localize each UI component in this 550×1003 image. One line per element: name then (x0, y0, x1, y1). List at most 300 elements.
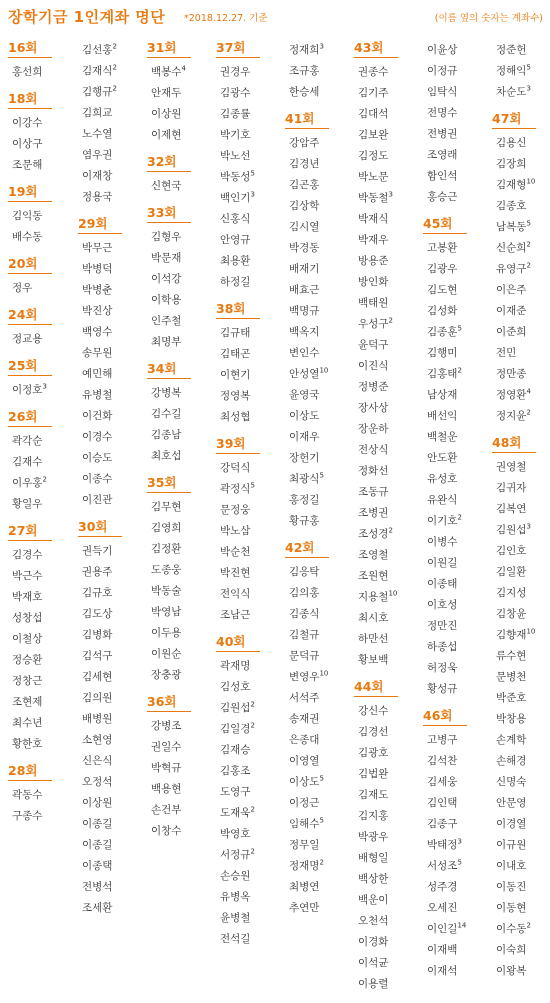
member-name: 김형우 (151, 231, 182, 243)
member-name: 방인화 (358, 276, 389, 288)
class-group (285, 540, 349, 919)
member-name: 김정도 (358, 150, 389, 162)
member-name: 장헌기 (289, 452, 320, 464)
member-name: 정지윤$^2$ (496, 408, 531, 422)
account-count: 2 (388, 526, 393, 535)
account-count: 2 (457, 513, 462, 522)
member-name: 장사상 (358, 402, 389, 414)
member-name: 곽재명 (220, 660, 251, 672)
member-name: 김종률 (220, 108, 251, 120)
member-name: 이진관 (82, 494, 113, 506)
member-name: 손승원 (220, 870, 251, 882)
account-count: 2 (112, 63, 117, 72)
member-name: 이병수 (427, 536, 458, 548)
member-name: 김창윤 (496, 608, 527, 620)
member-name: 황일우 (12, 498, 43, 510)
member-name: 김재형$^{10}$ (496, 177, 536, 191)
member-name: 이정규 (427, 65, 458, 77)
class-group (78, 519, 142, 919)
member-name: 이종태 (427, 578, 458, 590)
member-name: 조현제 (12, 696, 43, 708)
member-name: 이동현 (496, 902, 527, 914)
class-group (8, 91, 72, 176)
member-name: 김석구 (82, 650, 113, 662)
member-name: 서석주 (289, 692, 320, 704)
class-group (147, 154, 211, 197)
account-count: 2 (526, 240, 531, 249)
member-name: 최광식$^5$ (289, 471, 324, 485)
member-name: 최시호 (358, 612, 389, 624)
member-name: 이학용 (151, 294, 182, 306)
member-name: 황보백 (358, 654, 389, 666)
name-column (78, 40, 142, 927)
account-count: 3 (319, 42, 324, 51)
member-name: 박태정$^3$ (427, 837, 462, 851)
member-name: 서성조$^5$ (427, 858, 462, 872)
member-name: 정창근 (12, 675, 43, 687)
class-group (216, 634, 280, 950)
name-column (423, 40, 487, 990)
member-name: 박영남 (151, 606, 182, 618)
member-name: 강덕식 (220, 462, 251, 474)
class-year-heading: 25회 (8, 358, 52, 376)
account-count: 2 (388, 316, 393, 325)
member-name: 하정길 (220, 276, 251, 288)
member-name: 이내호 (496, 860, 527, 872)
class-year-heading: 36회 (147, 694, 191, 712)
member-name: 김무현 (151, 501, 182, 513)
class-group (492, 435, 550, 982)
class-year-heading: 28회 (8, 763, 52, 781)
member-name: 백운이 (358, 894, 389, 906)
class-group (423, 708, 487, 982)
member-name: 김의원 (82, 692, 113, 704)
member-name: 권종수 (358, 66, 389, 78)
member-name: 백봉수$^4$ (151, 64, 186, 78)
account-count: 2 (250, 847, 255, 856)
member-name: 서정규$^2$ (220, 847, 255, 861)
member-name: 조동규 (358, 486, 389, 498)
member-name: 조영철 (358, 549, 389, 561)
member-name: 방용준 (358, 255, 389, 267)
account-count: 10 (526, 177, 536, 186)
class-group (8, 307, 72, 350)
member-name: 이강수 (12, 117, 43, 129)
member-name: 조성경$^2$ (358, 526, 393, 540)
member-name: 박노삼 (220, 525, 251, 537)
member-name: 임해수$^5$ (289, 816, 324, 830)
member-name: 김행규$^2$ (82, 84, 117, 98)
member-name: 류수현 (496, 650, 527, 662)
member-name: 김석찬 (427, 755, 458, 767)
member-name: 도영구 (220, 786, 251, 798)
member-name: 김광호 (358, 747, 389, 759)
member-name: 오천석 (358, 915, 389, 927)
member-name: 하종섭 (427, 641, 458, 653)
member-name: 노수열 (82, 128, 113, 140)
member-name: 권용주 (82, 566, 113, 578)
class-group (78, 216, 142, 511)
class-year-heading: 37회 (216, 40, 260, 58)
member-name: 정승환 (12, 654, 43, 666)
member-name: 김용신 (496, 137, 527, 149)
member-name: 오세진 (427, 902, 458, 914)
member-name: 김종남 (151, 429, 182, 441)
member-name: 박준호 (496, 692, 527, 704)
member-name: 곽동수 (12, 789, 43, 801)
class-year-heading: 45회 (423, 216, 467, 234)
member-name: 김지성 (496, 587, 527, 599)
class-year-heading: 48회 (492, 435, 536, 453)
class-group (147, 475, 211, 686)
member-name: 송무원 (82, 347, 113, 359)
class-group (216, 40, 280, 293)
member-name: 이기호$^2$ (427, 513, 462, 527)
member-name: 이동진 (496, 881, 527, 893)
member-name: 박재호 (12, 591, 43, 603)
member-name: 이상원 (82, 797, 113, 809)
member-name: 이석강 (151, 273, 182, 285)
class-group (285, 111, 349, 532)
member-name: 고병구 (427, 734, 458, 746)
name-column (216, 40, 280, 958)
account-count: 5 (457, 858, 462, 867)
member-name: 남상재 (427, 389, 458, 401)
member-name: 백용현 (151, 783, 182, 795)
member-name: 조원현 (358, 570, 389, 582)
member-name: 윤영국 (289, 389, 320, 401)
member-name: 이정호$^3$ (12, 382, 47, 396)
member-name: 강암주 (289, 137, 320, 149)
member-name: 김일환 (496, 566, 527, 578)
member-name: 김세웅 (427, 776, 458, 788)
account-count: 2 (457, 366, 462, 375)
member-name: 백옥지 (289, 326, 320, 338)
class-year-heading: 42회 (285, 540, 329, 558)
member-name: 구종수 (12, 810, 43, 822)
member-name: 전명수 (427, 107, 458, 119)
member-name: 안문영 (496, 797, 527, 809)
member-name: 이수동$^2$ (496, 921, 531, 935)
member-name: 염우권 (82, 149, 113, 161)
class-year-heading: 24회 (8, 307, 52, 325)
member-name: 김종구 (427, 818, 458, 830)
member-name: 손건부 (151, 804, 182, 816)
member-name: 박진상 (82, 305, 113, 317)
member-name: 조병권 (358, 507, 389, 519)
class-group (216, 436, 280, 626)
member-name: 정화선 (358, 465, 389, 477)
class-group (78, 40, 142, 208)
member-name: 이종길 (82, 839, 113, 851)
class-group (492, 40, 550, 103)
member-name: 정만진 (427, 620, 458, 632)
class-group (354, 40, 418, 671)
member-name: 이원순 (151, 648, 182, 660)
member-name: 강병조 (151, 720, 182, 732)
member-name: 김일경$^2$ (220, 721, 255, 735)
class-group (8, 409, 72, 515)
member-name: 이상원 (151, 108, 182, 120)
member-name: 김대석 (358, 108, 389, 120)
member-name: 김홍태$^2$ (427, 366, 462, 380)
member-name: 남복동$^5$ (496, 219, 531, 233)
account-count: 2 (42, 475, 47, 484)
member-name: 전민 (496, 347, 517, 359)
member-name: 전병권 (427, 128, 458, 140)
member-name: 이숙희 (496, 944, 527, 956)
member-name: 손해경 (496, 755, 527, 767)
account-count: 2 (319, 858, 324, 867)
member-name: 최수년 (12, 717, 43, 729)
member-name: 강신수 (358, 705, 389, 717)
member-name: 김시열 (289, 221, 320, 233)
member-name: 조영래 (427, 149, 458, 161)
member-name: 백태원 (358, 297, 389, 309)
member-name: 윤병철 (220, 912, 251, 924)
account-count: 10 (319, 669, 329, 678)
member-name: 김상학 (289, 200, 320, 212)
account-count: 5 (250, 169, 255, 178)
member-name: 조문해 (12, 159, 43, 171)
member-name: 김철규 (289, 629, 320, 641)
member-name: 이창수 (151, 825, 182, 837)
account-count: 3 (388, 190, 393, 199)
account-count: 5 (319, 816, 324, 825)
account-count: 4 (526, 387, 531, 396)
account-count: 2 (250, 805, 255, 814)
member-name: 이원길 (427, 557, 458, 569)
name-column (147, 40, 211, 850)
member-name: 신순희$^2$ (496, 240, 531, 254)
account-count: 10 (526, 627, 536, 636)
member-name: 정병준 (358, 381, 389, 393)
member-name: 문덕규 (289, 650, 320, 662)
member-name: 이재준 (496, 305, 527, 317)
member-name: 박무근 (82, 242, 113, 254)
member-name: 정교용 (12, 333, 43, 345)
member-name: 권일수 (151, 741, 182, 753)
member-name: 배형일 (358, 852, 389, 864)
member-name: 이종수 (82, 473, 113, 485)
member-name: 박경동 (289, 242, 320, 254)
member-name: 김경수 (12, 549, 43, 561)
member-name: 이현기 (220, 369, 251, 381)
member-name: 이상도 (289, 410, 320, 422)
member-name: 박병춘 (82, 284, 113, 296)
member-name: 정영환$^4$ (496, 387, 531, 401)
member-name: 이상구 (12, 138, 43, 150)
account-count: 2 (112, 42, 117, 51)
member-name: 이건화 (82, 410, 113, 422)
member-name: 이상도$^5$ (289, 774, 324, 788)
member-name: 김종호 (496, 200, 527, 212)
member-name: 김수길 (151, 408, 182, 420)
member-name: 김지홍 (358, 810, 389, 822)
name-column (354, 40, 418, 1003)
name-column (492, 40, 550, 990)
class-group (285, 40, 349, 103)
member-name: 이정근 (289, 797, 320, 809)
member-name: 김인택 (427, 797, 458, 809)
class-group (492, 111, 550, 427)
account-count: 2 (526, 921, 531, 930)
member-name: 이재우 (289, 431, 320, 443)
class-year-heading: 20회 (8, 256, 52, 274)
member-name: 김응탁 (289, 566, 320, 578)
member-name: 권경우 (220, 66, 251, 78)
member-name: 김도현 (427, 284, 458, 296)
class-group (216, 301, 280, 428)
class-year-heading: 33회 (147, 205, 191, 223)
member-name: 박창용 (496, 713, 527, 725)
member-name: 전익식 (220, 588, 251, 600)
member-name: 이준희 (496, 326, 527, 338)
member-name: 김성호 (220, 681, 251, 693)
account-count: 2 (526, 261, 531, 270)
member-name: 김법완 (358, 768, 389, 780)
class-group (8, 358, 72, 401)
member-name: 함인석 (427, 170, 458, 182)
member-name: 김희교 (82, 107, 113, 119)
account-count: 5 (250, 481, 255, 490)
member-name: 이윤상 (427, 44, 458, 56)
member-name: 박병덕 (82, 263, 113, 275)
member-name: 하만선 (358, 633, 389, 645)
class-group (147, 40, 211, 146)
member-name: 김곤홍 (289, 179, 320, 191)
member-name: 전석길 (220, 933, 251, 945)
class-year-heading: 18회 (8, 91, 52, 109)
member-name: 백철운 (427, 431, 458, 443)
member-name: 최성협 (220, 411, 251, 423)
member-name: 최호섭 (151, 450, 182, 462)
class-year-heading: 29회 (78, 216, 122, 234)
page-header (8, 6, 543, 26)
member-name: 장운하 (358, 423, 389, 435)
member-name: 오정석 (82, 776, 113, 788)
member-name: 곽각순 (12, 435, 43, 447)
member-name: 김성화 (427, 305, 458, 317)
member-name: 도종웅 (151, 564, 182, 576)
class-year-heading: 40회 (216, 634, 260, 652)
page-title: 장학기금 1인계좌 명단 (8, 8, 166, 26)
member-name: 황규홍 (289, 515, 320, 527)
member-name: 이재창 (82, 170, 113, 182)
account-count: 5 (319, 774, 324, 783)
member-name: 김종식 (289, 608, 320, 620)
member-name: 박재우 (358, 234, 389, 246)
name-column (285, 40, 349, 927)
member-name: 김경선 (358, 726, 389, 738)
date-note: *2018.12.27. 기준 (184, 13, 268, 24)
account-count: 4 (181, 64, 186, 73)
member-name: 박혁규 (151, 762, 182, 774)
class-group (147, 361, 211, 467)
class-year-heading: 31회 (147, 40, 191, 58)
member-name: 정재명$^2$ (289, 858, 324, 872)
member-name: 박동성$^5$ (220, 169, 255, 183)
member-name: 안도환 (427, 452, 458, 464)
member-name: 김인호 (496, 545, 527, 557)
member-name: 김정환 (151, 543, 182, 555)
account-count: 14 (457, 921, 467, 930)
member-name: 박광우 (358, 831, 389, 843)
member-name: 이석균 (358, 957, 389, 969)
member-name: 김장희 (496, 158, 527, 170)
member-name: 이종택 (82, 860, 113, 872)
class-year-heading: 27회 (8, 523, 52, 541)
member-name: 지용철$^{10}$ (358, 589, 398, 603)
member-name: 이규원 (496, 839, 527, 851)
member-name: 이재백 (427, 944, 458, 956)
member-name: 소현영 (82, 734, 113, 746)
member-name: 김도상 (82, 608, 113, 620)
member-name: 백명규 (289, 305, 320, 317)
member-name: 신현국 (151, 180, 182, 192)
member-name: 박진현 (220, 567, 251, 579)
member-name: 박재식 (358, 213, 389, 225)
member-name: 이진식 (358, 360, 389, 372)
member-name: 김종훈$^5$ (427, 324, 462, 338)
member-name: 은종대 (289, 734, 320, 746)
class-year-heading: 26회 (8, 409, 52, 427)
member-name: 배수동 (12, 231, 43, 243)
member-name: 정만종 (496, 368, 527, 380)
member-name: 김재도 (358, 789, 389, 801)
member-name: 박노선 (220, 150, 251, 162)
member-name: 김병화 (82, 629, 113, 641)
account-count: 2 (112, 84, 117, 93)
account-count: 5 (457, 324, 462, 333)
class-group (423, 216, 487, 700)
member-name: 정재희$^3$ (289, 42, 324, 56)
member-name: 신은식 (82, 755, 113, 767)
class-year-heading: 41회 (285, 111, 329, 129)
member-name: 이인길$^{14}$ (427, 921, 467, 935)
member-name: 곽정식$^5$ (220, 481, 255, 495)
class-year-heading: 30회 (78, 519, 122, 537)
member-name: 김선홍$^2$ (82, 42, 117, 56)
member-name: 홍정길 (289, 494, 320, 506)
member-name: 김규태 (220, 327, 251, 339)
member-name: 한승세 (289, 86, 320, 98)
member-name: 도재욱$^2$ (220, 805, 255, 819)
member-name: 배효근 (289, 284, 320, 296)
account-count: 2 (250, 700, 255, 709)
member-name: 배선익 (427, 410, 458, 422)
member-name: 김원섭$^3$ (496, 522, 531, 536)
member-name: 김귀자 (496, 482, 527, 494)
member-name: 이왕복 (496, 965, 527, 977)
class-group (8, 184, 72, 248)
member-name: 홍승근 (427, 191, 458, 203)
member-name: 조세환 (82, 902, 113, 914)
member-name: 박영호 (220, 828, 251, 840)
member-name: 정영복 (220, 390, 251, 402)
member-name: 이영열 (289, 755, 320, 767)
account-count: 3 (526, 522, 531, 531)
account-count: 2 (526, 408, 531, 417)
account-count: 10 (388, 589, 398, 598)
member-name: 이은주 (496, 284, 527, 296)
class-group (354, 679, 418, 995)
class-year-heading: 19회 (8, 184, 52, 202)
member-name: 배병원 (82, 713, 113, 725)
member-name: 전상식 (358, 444, 389, 456)
member-name: 임탁식 (427, 86, 458, 98)
member-name: 박문재 (151, 252, 182, 264)
